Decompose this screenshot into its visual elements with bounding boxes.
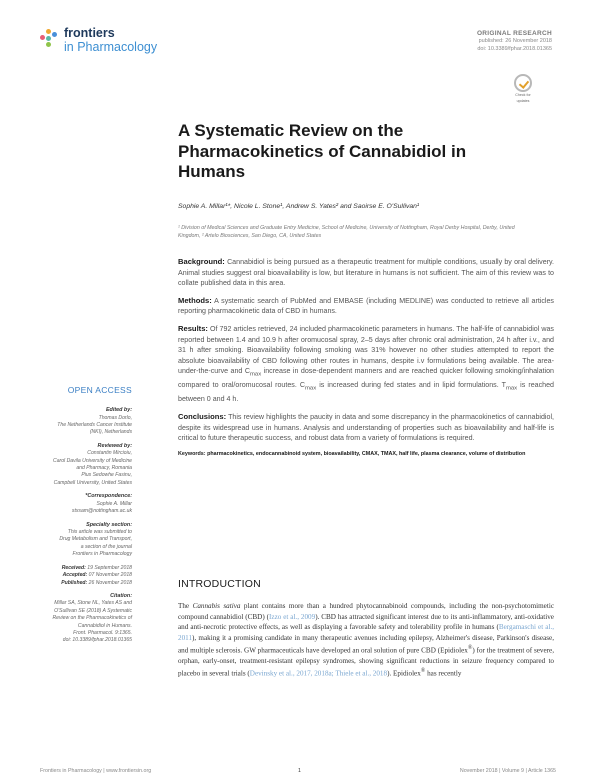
specialty-line: a section of the journal bbox=[80, 543, 132, 550]
background-label: Background: bbox=[178, 257, 225, 266]
intro-text: ). CBD has attracted significant interest due to its anti-inflammatory, anti-oxidative and anti-necrotic protective effects, as well as displaying a favorable safety and tolerability profile in humans ( bbox=[178, 612, 554, 631]
journal-name-line1: frontiers bbox=[64, 26, 115, 40]
journal-logo[interactable] bbox=[40, 26, 200, 58]
methods-label: Methods: bbox=[178, 295, 212, 305]
citation-line: Front. Pharmacol. 9:1365. bbox=[73, 630, 132, 637]
article-meta bbox=[477, 30, 552, 53]
reviewer-line: and Pharmacy, Romania bbox=[76, 465, 132, 472]
open-access-label: OPEN ACCESS bbox=[67, 385, 132, 395]
citation-line: Millar SA, Stone NL, Yates AS and bbox=[54, 600, 132, 607]
introduction-body bbox=[178, 601, 554, 679]
check-updates-icon bbox=[514, 74, 532, 92]
specialty-line: Frontiers in Pharmacology bbox=[72, 551, 132, 558]
received-date: 19 September 2018 bbox=[87, 564, 132, 571]
results-sub-1: max bbox=[249, 371, 262, 378]
frontiers-logo-icon bbox=[40, 28, 60, 48]
introduction-heading: INTRODUCTION bbox=[178, 578, 261, 590]
edited-by-block bbox=[36, 407, 132, 437]
keywords-text: pharmacokinetics, endocannabinoid system, bioavailability, CMAX, TMAX, half life, plasma clearance, volume of distribution bbox=[207, 450, 526, 457]
correspondence-block bbox=[36, 493, 132, 515]
keywords-label: Keywords: bbox=[178, 450, 206, 457]
received-label: Received: bbox=[61, 564, 86, 571]
edited-by-line: The Netherlands Cancer Institute bbox=[57, 421, 132, 428]
citation-link[interactable]: Bergamaschi et al., 2011 bbox=[178, 623, 555, 642]
citation-label: Citation: bbox=[110, 592, 132, 599]
accepted-date: 07 November 2018 bbox=[88, 572, 132, 579]
received-row bbox=[36, 565, 132, 572]
abstract-results bbox=[178, 324, 554, 405]
citation-line: O'Sullivan SE (2018) A Systematic bbox=[54, 607, 132, 614]
correspondence-name: Sophie A. Millar bbox=[96, 500, 132, 507]
specialty-label: Specialty section: bbox=[86, 521, 132, 528]
abstract-conclusions bbox=[178, 412, 554, 444]
correspondence-email[interactable]: stxsam@nottingham.ac.uk bbox=[71, 508, 132, 515]
published-date: published: 26 November 2018 bbox=[478, 38, 552, 44]
dates-block bbox=[36, 565, 132, 587]
intro-text: ). Epidiolex bbox=[387, 669, 421, 678]
specialty-line: This article was submitted to bbox=[67, 529, 132, 536]
page-number: 1 bbox=[298, 768, 301, 774]
doi[interactable]: doi: 10.3389/fphar.2018.01365 bbox=[477, 46, 552, 52]
citation-link[interactable]: Izzo et al., 2009 bbox=[269, 612, 316, 621]
reviewer-line[interactable]: Pius Sedowhe Fasinu, bbox=[81, 472, 132, 479]
citation-doi[interactable]: doi: 10.3389/fphar.2018.01365 bbox=[62, 637, 132, 644]
intro-species: Cannabis sativa bbox=[192, 602, 241, 610]
edited-by-line[interactable]: Thomas Dorlo, bbox=[98, 414, 132, 421]
specialty-line: Drug Metabolism and Transport, bbox=[59, 536, 132, 543]
reviewer-line: Carol Davila University of Medicine bbox=[53, 457, 132, 464]
conclusions-label: Conclusions: bbox=[178, 411, 227, 421]
check-updates-label-1: Check for bbox=[515, 93, 531, 97]
reviewer-line[interactable]: Constantin Mircioiu, bbox=[87, 450, 132, 457]
journal-name-line2: in Pharmacology bbox=[64, 40, 158, 54]
edited-by-label: Edited by: bbox=[105, 407, 132, 413]
intro-text: ) for the treatment of severe, orphan, early-onset, treatment-resistant epilepsy syndromes, showing significant reductions in seizure frequency compared to placebo in several trials ( bbox=[178, 646, 554, 678]
reviewed-by-label: Reviewed by: bbox=[97, 442, 132, 449]
author-list[interactable]: Sophie A. Millar¹*, Nicole L. Stone¹, Andrew S. Yates² and Saoirse E. O'Sullivan¹ bbox=[178, 203, 420, 210]
background-text: Cannabidiol is being pursued as a therapeutic treatment for multiple conditions, usually by oral delivery. Animal studies suggest oral bioavailability is low, but literature in humans is not sufficient. The aim of this review was to collate published data in this area. bbox=[178, 258, 554, 288]
article-title: A Systematic Review on the Pharmacokinetics of Cannabidiol in Humans bbox=[178, 121, 467, 181]
results-text-3: is increased during fed states and in lipid formulations. T bbox=[316, 381, 506, 390]
published-row bbox=[36, 580, 132, 587]
intro-text: plant contains more than a hundred phytocannabinoid compounds, including the non-psychotomimetic compound cannabidiol (CBD) ( bbox=[178, 602, 554, 621]
citation-line: Cannabidiol in Humans. bbox=[77, 622, 132, 629]
intro-text: ), making it a promising candidate in many therapeutic avenues including epilepsy, Alzheimer's disease, Parkinson's disease, and multiple sclerosis. GW pharmaceuticals have developed an oral solution of pure CBD (Epidiolex bbox=[178, 633, 554, 655]
check-for-updates-button[interactable] bbox=[510, 74, 536, 102]
accepted-label: Accepted: bbox=[62, 572, 88, 579]
results-text-2: increase in dose-dependent manners and are reached quicker following smoking/inhalation compared to oral/oromucosal routes. C bbox=[178, 367, 554, 390]
sidebar bbox=[36, 385, 132, 651]
correspondence-label: *Correspondence: bbox=[85, 493, 132, 500]
page-footer bbox=[40, 768, 556, 777]
footer-issue-info: November 2018 | Volume 9 | Article 1365 bbox=[459, 768, 556, 774]
results-text-4: is reached between 0 and 4 h. bbox=[178, 381, 555, 404]
specialty-block bbox=[36, 522, 132, 559]
reviewed-by-block bbox=[36, 443, 132, 488]
check-updates-label-2: updates bbox=[516, 98, 530, 103]
intro-text: has recently bbox=[425, 669, 462, 678]
abstract-background bbox=[178, 257, 554, 289]
results-sub-3: max bbox=[505, 385, 518, 392]
registered-mark: ® bbox=[467, 645, 473, 651]
citation-link[interactable]: Devinsky et al., 2017, 2018a; Thiele et al., 2018 bbox=[249, 669, 388, 678]
methods-text: A systematic search of PubMed and EMBASE (including MEDLINE) was conducted to retrieve all articles reporting pharmacokinetic data of CBD in humans. bbox=[178, 296, 554, 316]
accepted-row bbox=[36, 572, 132, 579]
citation-line: Review on the Pharmacokinetics of bbox=[52, 615, 132, 622]
citation-block bbox=[36, 593, 132, 645]
intro-text: The bbox=[178, 602, 193, 610]
article-type: ORIGINAL RESEARCH bbox=[476, 30, 552, 37]
abstract bbox=[178, 257, 554, 458]
footer-journal-link[interactable]: Frontiers in Pharmacology | www.frontiersin.org bbox=[40, 768, 152, 774]
results-label: Results: bbox=[178, 323, 208, 333]
published-date-sidebar: 26 November 2018 bbox=[88, 579, 132, 586]
abstract-methods bbox=[178, 296, 554, 317]
registered-mark: ® bbox=[420, 668, 426, 675]
results-sub-2: max bbox=[304, 385, 317, 392]
keywords bbox=[178, 451, 554, 459]
conclusions-text: This review highlights the paucity in data and some discrepancy in the pharmacokinetics of cannabidiol, despite its widespread use in humans. Analysis and understanding of properties such as bioavailability and half-life is critical to future therapeutic success, and robust data from a variety of formulations is required. bbox=[178, 412, 554, 443]
affiliations: ¹ Division of Medical Sciences and Graduate Entry Medicine, School of Medicine, University of Nottingham, Royal Derby Hospital, Derby, United Kingdom, ² Artelo Biosciences, San Diego, CA, United States bbox=[178, 225, 515, 239]
results-text-1: Of 792 articles retrieved, 24 included pharmacokinetic parameters in humans. The half-life of cannabidiol was reported between 1.4 and 10.9 h after oromucosal spray, 2–5 days after chronic oral administration, 24 h after i.v., and 31 h after smoking. Bioavailability following smoking was 31% however no other studies attempted to report the absolute bioavailability of CBD following other routes in humans, despite i.v formulations being available. The area-under-the-curve and C bbox=[178, 324, 554, 376]
published-label: Published: bbox=[61, 579, 88, 586]
reviewer-line: Campbell University, United States bbox=[53, 479, 132, 486]
edited-by-line: (NKI), Netherlands bbox=[89, 429, 132, 436]
